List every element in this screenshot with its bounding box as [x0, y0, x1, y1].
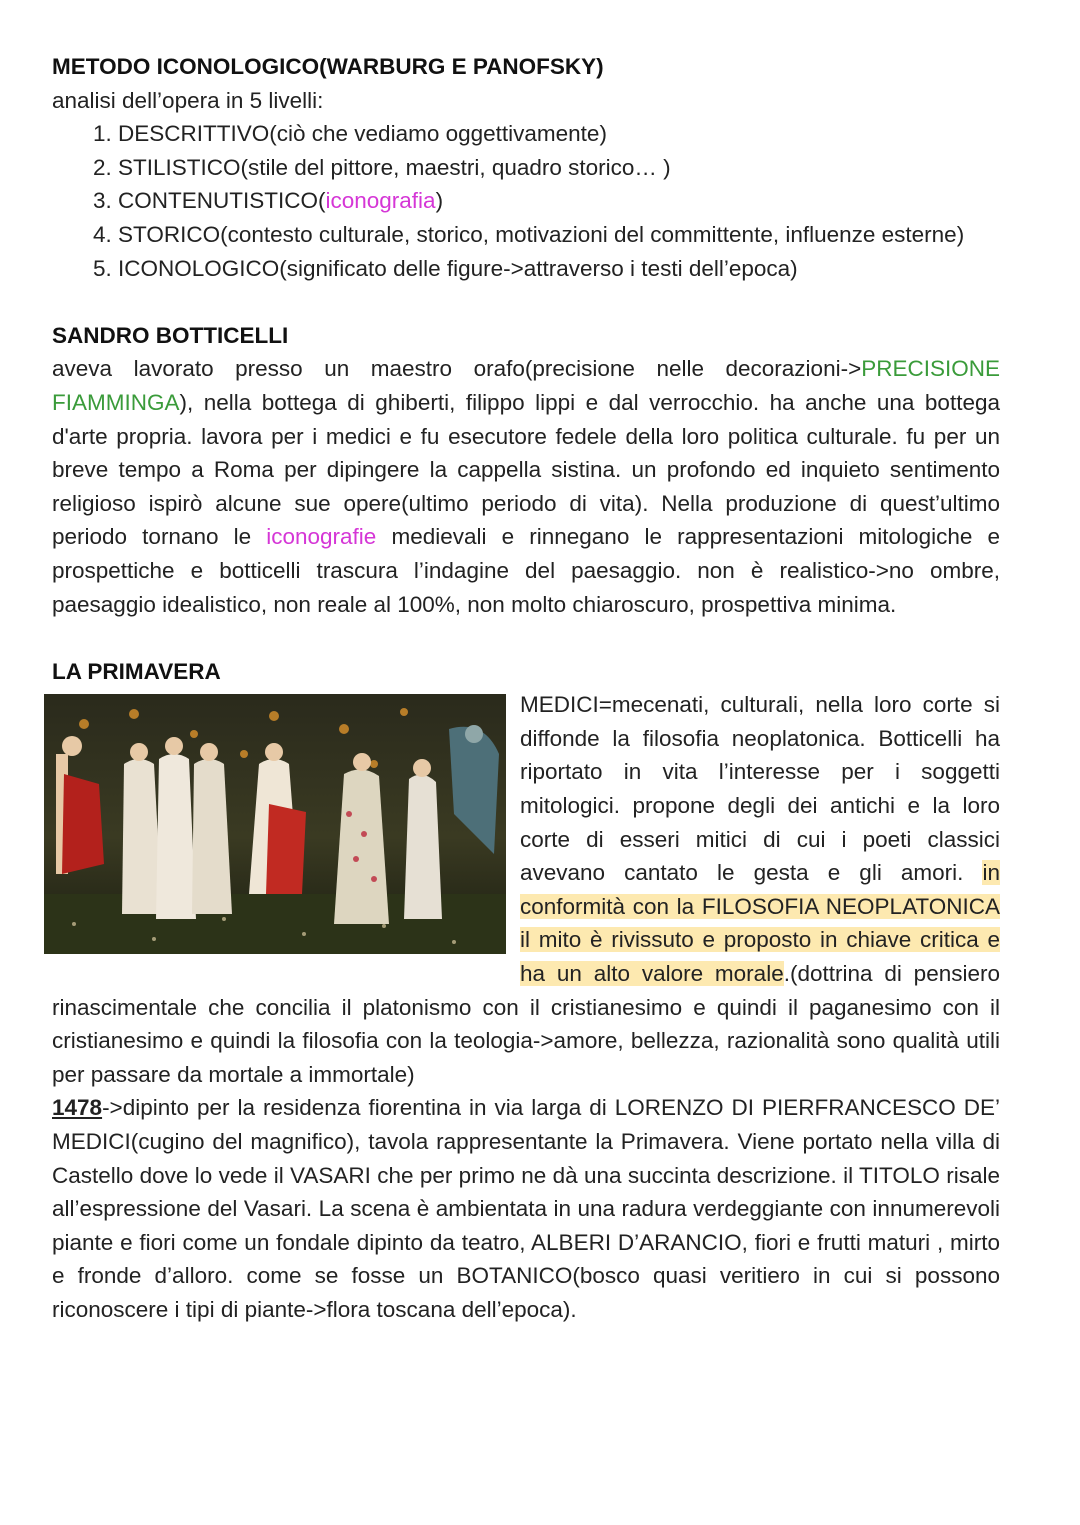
highlight-neoplatonica: in conformità con la FILOSOFIA NEOPLATONICA il mito è rivissuto e proposto in chiave critica e ha un alto valore morale: [520, 860, 1000, 987]
primavera-painting-image: [44, 694, 506, 954]
term-iconografia: iconografia: [325, 188, 436, 214]
level-item: 4. STORICO(contesto culturale, storico, motivazioni del committente, influenze esterne): [118, 218, 1000, 252]
primavera-paragraph-2: 1478->dipinto per la residenza fiorentina in via larga di LORENZO DI PIERFRANCESCO DE’ MEDICI(cugino del magnifico), tavola rappresentante la Primavera. Viene portato nella villa di Castello dove lo vede il VASARI che per primo ne dà una succinta descrizione. il TITOLO risale all’espressione del Vasari. La scena è ambientata in una radura verdeggiante con innumerevoli piante e fiori come un fondale dipinto da teatro, ALBERI D’ARANCIO, fiori e frutti maturi , mirto e fronde d’alloro. come se fosse un BOTANICO(bosco quasi veritiero in cui si possono riconoscere i tipi di piante->flora toscana dell’epoca).: [52, 1095, 1000, 1322]
section-title-metodo: METODO ICONOLOGICO(WARBURG E PANOFSKY): [52, 54, 604, 79]
level-item: 3. CONTENUTISTICO(iconografia): [118, 184, 1000, 218]
section-title-botticelli: SANDRO BOTTICELLI: [52, 322, 289, 348]
primavera-paragraph-1: MEDICI=mecenati, culturali, nella loro corte si diffonde la filosofia neoplatonica. Botticelli ha riportato in vita l’interesse per i soggetti mitologici. propone degli dei antichi e la loro corte di esseri mitici di cui i poeti classici avevano cantato le gesta e gli amori. in conformità con la FILOSOFIA NEOPLATONICA il mito è rivissuto e proposto in chiave critica e ha un alto valore morale.(dottrina di pensiero rinascimentale che concilia il platonismo con il cristianesimo e quindi il paganesimo con il cristianesimo e quindi la filosofia con la teologia->amore, bellezza, razionalità sono qualità utili per passare da mortale a immortale): [52, 692, 1000, 1087]
level-item: 1. DESCRITTIVO(ciò che vediamo oggettivamente): [118, 117, 1000, 151]
level-item: 2. STILISTICO(stile del pittore, maestri, quadro storico… ): [118, 151, 1000, 185]
levels-intro: analisi dell’opera in 5 livelli:: [52, 87, 324, 113]
botticelli-paragraph: aveva lavorato presso un maestro orafo(precisione nelle decorazioni->PRECISIONE FIAMMINGA), nella bottega di ghiberti, filippo lippi e dal verrocchio. ha anche una bottega d'arte propria. lavora per i medici e fu esecutore fedele della loro politica culturale. fu per un breve tempo a Roma per dipingere la cappella sistina. un profondo ed inquieto sentimento religioso ispirò alcune sue opere(ultimo periodo di vita). Nella produzione di quest’ultimo periodo tornano le iconografie medievali e rinnegano le rappresentazioni mitologiche e prospettiche e botticelli trascura l’indagine del paesaggio. non è realistico->no ombre, paesaggio idealistico, non reale al 100%, non molto chiaroscuro, prospettiva minima.: [52, 356, 1000, 617]
term-precisione-fiamminga: PRECISIONE FIAMMINGA: [52, 356, 1000, 415]
document-content: [52, 50, 1000, 1327]
section-title-primavera: LA PRIMAVERA: [52, 658, 221, 684]
year-1478: 1478: [52, 1095, 103, 1121]
term-iconografie: iconografie: [266, 524, 377, 550]
primavera-block: [52, 688, 1000, 1091]
levels-list: [52, 117, 1000, 285]
level-item: 5. ICONOLOGICO(significato delle figure->attraverso i testi dell’epoca): [118, 252, 1000, 286]
